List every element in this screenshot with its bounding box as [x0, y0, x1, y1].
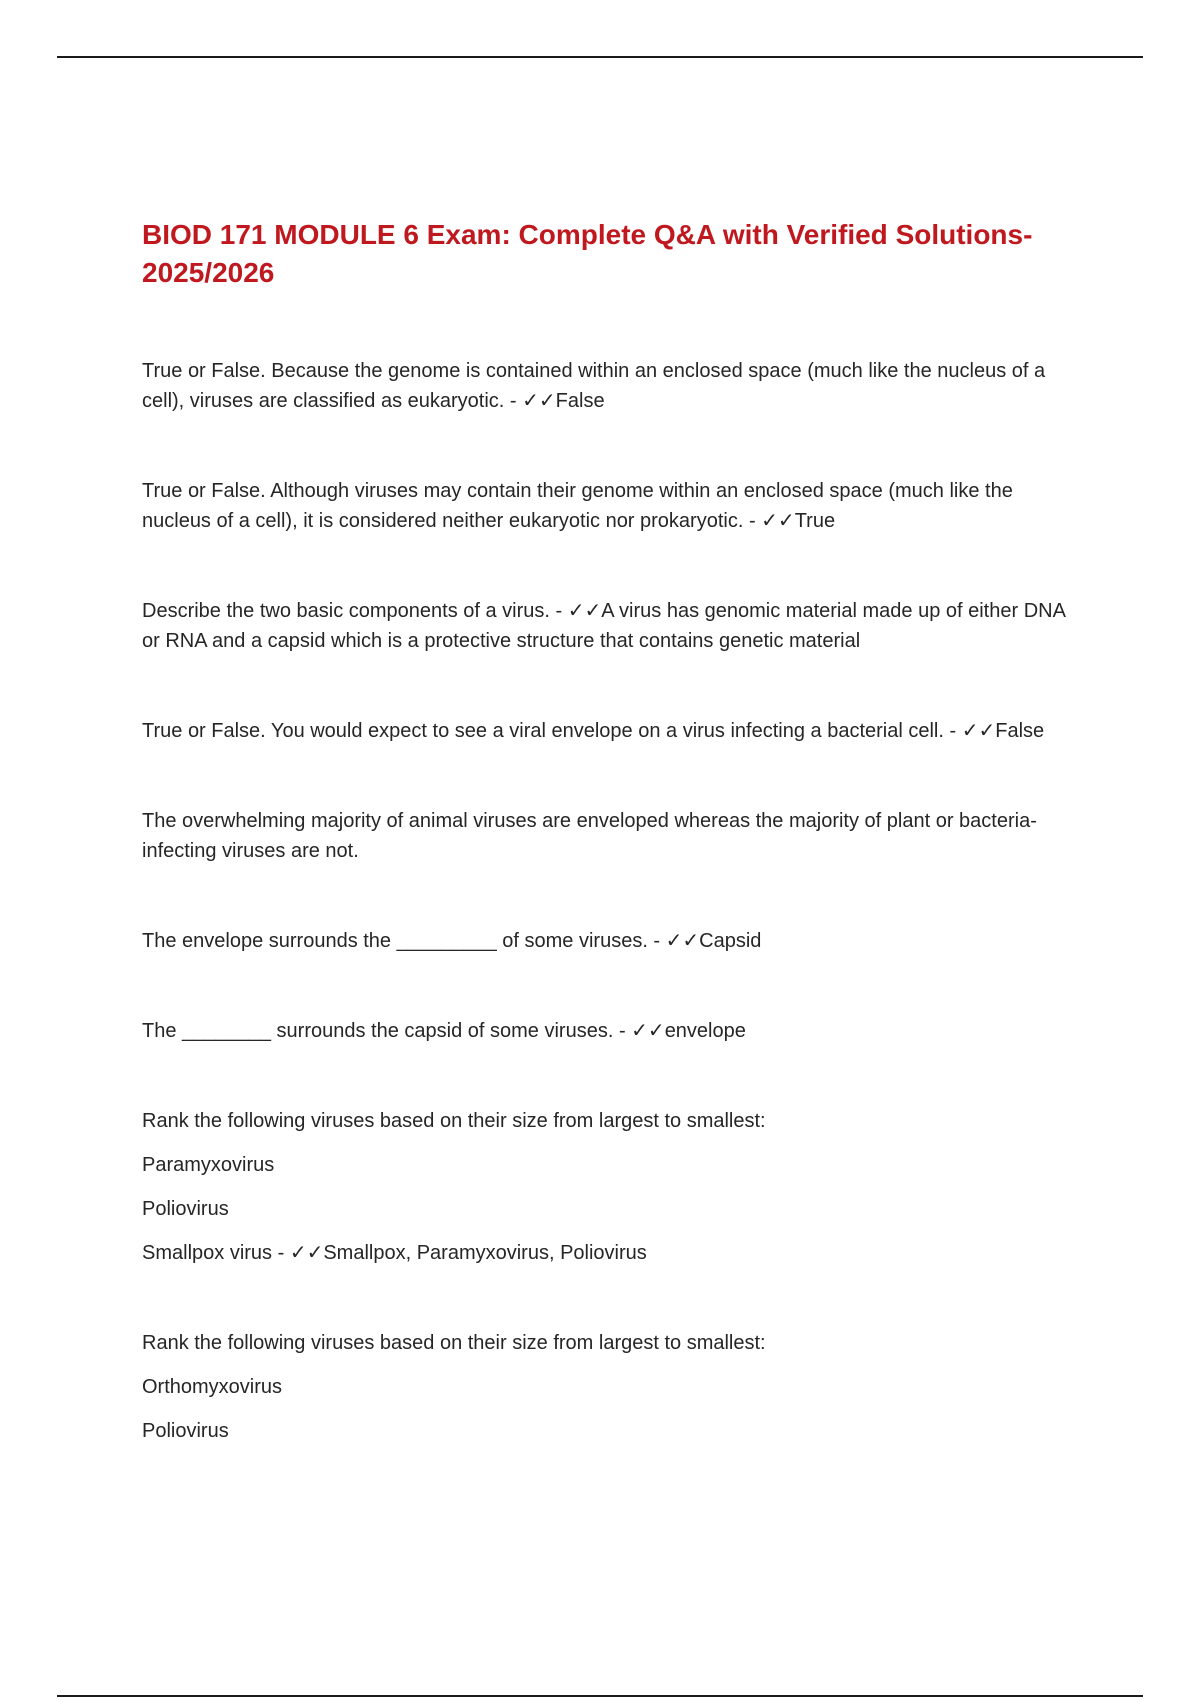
answer-text: Smallpox, Paramyxovirus, Poliovirus [323, 1242, 647, 1264]
question-text: The envelope surrounds the _________ of some viruses. - [142, 930, 666, 952]
answer-text: Capsid [699, 930, 762, 952]
check-icon: ✓✓ [961, 720, 996, 742]
answer-text: True [794, 510, 836, 532]
rank-option: Orthomyxovirus [142, 1376, 283, 1398]
check-icon: ✓✓ [289, 1242, 324, 1264]
rank-prompt: Rank the following viruses based on their size from largest to smallest: [142, 1332, 766, 1354]
check-icon: ✓✓ [567, 600, 602, 622]
rank-question-1 [142, 1106, 1072, 1268]
question-text: True or False. Because the genome is contained within an enclosed space (much like the nucleus of a cell), viruses are classified as eukaryotic. - [142, 360, 1046, 412]
answer-text: False [555, 390, 605, 412]
rank-option: Poliovirus [142, 1420, 229, 1442]
header-rule [57, 56, 1143, 58]
rank-option: Poliovirus [142, 1198, 229, 1220]
check-icon: ✓✓ [522, 390, 556, 412]
answer-text: False [995, 720, 1045, 742]
statement-text: The overwhelming majority of animal viruses are enveloped whereas the majority of plant or bacteria-infecting viruses are not. [142, 810, 1037, 862]
qa-item-6 [142, 926, 1072, 956]
rank-option: Paramyxovirus [142, 1154, 275, 1176]
rank-question-2 [142, 1328, 1072, 1446]
qa-item-7 [142, 1016, 1072, 1046]
document-title: BIOD 171 MODULE 6 Exam: Complete Q&A with Verified Solutions-2025/2026 [142, 219, 1033, 288]
check-icon: ✓✓ [665, 930, 700, 952]
check-icon: ✓✓ [631, 1020, 665, 1042]
qa-item-2 [142, 476, 1072, 536]
answer-text: A virus has genomic material made up of either DNA or RNA and a capsid which is a protective structure that contains genetic material [142, 600, 1065, 652]
check-icon: ✓✓ [761, 510, 795, 532]
question-text: The ________ surrounds the capsid of some viruses. - [142, 1020, 632, 1042]
qa-item-4 [142, 716, 1072, 746]
rank-option: Smallpox virus - [142, 1242, 290, 1264]
document-body [142, 216, 1072, 1506]
question-text: True or False. Although viruses may contain their genome within an enclosed space (much like the nucleus of a cell), it is considered neither eukaryotic nor prokaryotic. - [142, 480, 1013, 532]
rank-prompt: Rank the following viruses based on their size from largest to smallest: [142, 1110, 766, 1132]
question-text: True or False. You would expect to see a viral envelope on a virus infecting a bacterial cell. - [142, 720, 962, 742]
answer-text: envelope [664, 1020, 746, 1042]
question-text: Describe the two basic components of a virus. - [142, 600, 568, 622]
footer-rule [57, 1695, 1143, 1697]
rank-option-with-answer [142, 1238, 1072, 1268]
qa-item-1 [142, 356, 1072, 416]
qa-item-5 [142, 806, 1072, 866]
qa-item-3 [142, 596, 1072, 656]
